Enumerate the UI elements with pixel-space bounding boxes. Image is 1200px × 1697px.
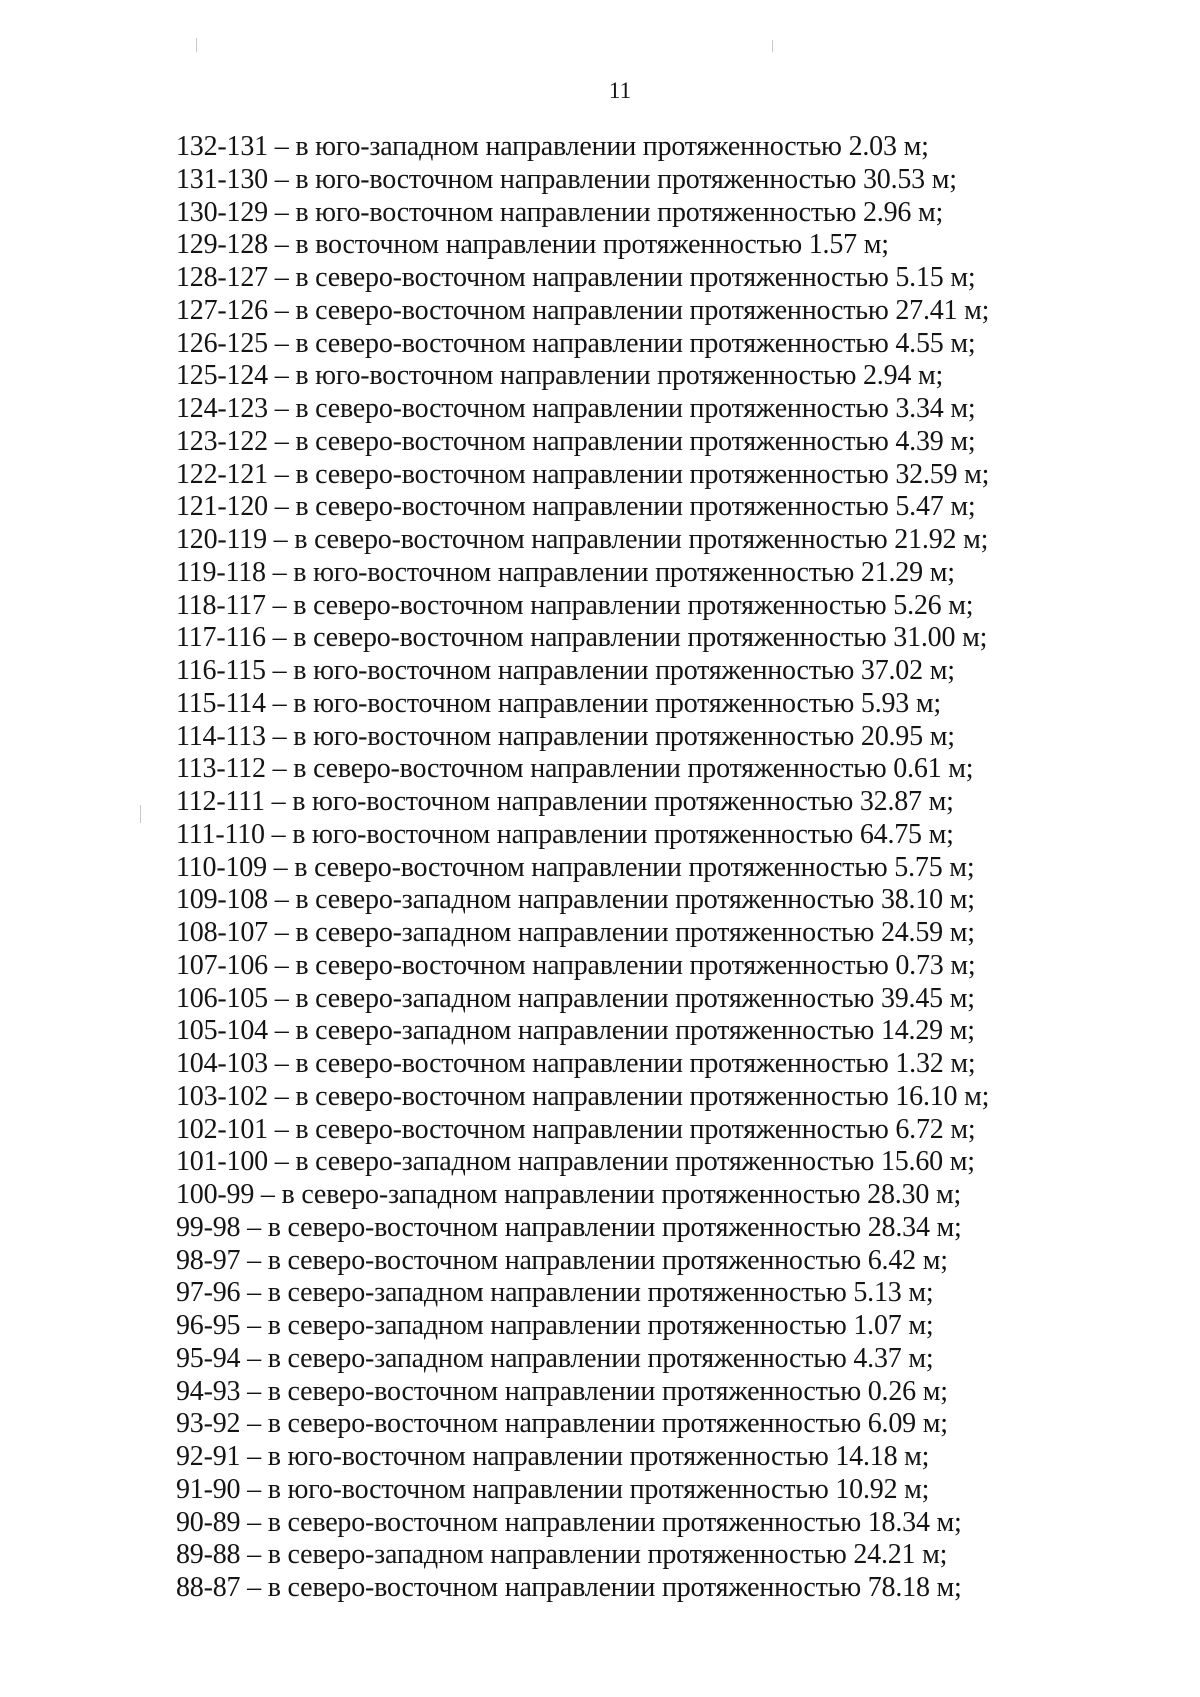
- boundary-segment-line: 104-103 – в северо-восточном направлении протяженностью 1.32 м;: [176, 1048, 976, 1079]
- boundary-segment-line: 97-96 – в северо-западном направлении протяженностью 5.13 м;: [176, 1277, 934, 1309]
- boundary-segment-line: 111-110 – в юго-восточном направлении протяженностью 64.75 м;: [176, 818, 954, 850]
- boundary-segment-line: 119-118 – в юго-восточном направлении протяженностью 21.29 м;: [176, 556, 955, 588]
- boundary-segment-line: 110-109 – в северо-восточном направлении протяженностью 5.75 м;: [176, 851, 975, 883]
- boundary-segment-line: 122-121 – в северо-восточном направлении протяженностью 32.59 м;: [176, 458, 990, 490]
- boundary-segment-line: 112-111 – в юго-восточном направлении протяженностью 32.87 м;: [176, 786, 954, 817]
- boundary-segment-line: 93-92 – в северо-восточном направлении протяженностью 6.09 м;: [176, 1408, 948, 1440]
- boundary-description-list: [176, 131, 989, 1605]
- boundary-segment-line: 107-106 – в северо-восточном направлении протяженностью 0.73 м;: [176, 949, 976, 981]
- boundary-segment-line: 128-127 – в северо-восточном направлении протяженностью 5.15 м;: [176, 262, 976, 293]
- boundary-segment-line: 129-128 – в восточном направлении протяженностью 1.57 м;: [176, 229, 889, 261]
- boundary-segment-line: 126-125 – в северо-восточном направлении протяженностью 4.55 м;: [176, 327, 976, 359]
- boundary-segment-line: 130-129 – в юго-восточном направлении протяженностью 2.96 м;: [176, 196, 944, 228]
- boundary-segment-line: 121-120 – в северо-восточном направлении протяженностью 5.47 м;: [176, 491, 976, 523]
- page-number: 11: [608, 78, 632, 103]
- scan-artifact: [140, 805, 141, 823]
- boundary-segment-line: 90-89 – в северо-восточном направлении протяженностью 18.34 м;: [176, 1506, 962, 1538]
- boundary-segment-line: 114-113 – в юго-восточном направлении протяженностью 20.95 м;: [176, 720, 955, 752]
- boundary-segment-line: 117-116 – в северо-восточном направлении протяженностью 31.00 м;: [176, 622, 988, 654]
- boundary-segment-line: 123-122 – в северо-восточном направлении протяженностью 4.39 м;: [176, 425, 976, 457]
- boundary-segment-line: 96-95 – в северо-западном направлении протяженностью 1.07 м;: [176, 1310, 934, 1341]
- boundary-segment-line: 91-90 – в юго-восточном направлении протяженностью 10.92 м;: [176, 1473, 930, 1505]
- scan-artifact: [196, 38, 197, 52]
- boundary-segment-line: 100-99 – в северо-западном направлении протяженностью 28.30 м;: [176, 1179, 962, 1210]
- boundary-segment-line: 102-101 – в северо-восточном направлении протяженностью 6.72 м;: [176, 1113, 976, 1145]
- boundary-segment-line: 105-104 – в северо-западном направлении протяженностью 14.29 м;: [176, 1015, 975, 1047]
- boundary-segment-line: 115-114 – в юго-восточном направлении протяженностью 5.93 м;: [176, 687, 941, 719]
- boundary-segment-line: 101-100 – в северо-западном направлении протяженностью 15.60 м;: [176, 1146, 975, 1178]
- boundary-segment-line: 89-88 – в северо-западном направлении протяженностью 24.21 м;: [176, 1539, 948, 1571]
- boundary-segment-line: 94-93 – в северо-восточном направлении протяженностью 0.26 м;: [176, 1375, 948, 1407]
- boundary-segment-line: 103-102 – в северо-восточном направлении протяженностью 16.10 м;: [176, 1080, 990, 1112]
- boundary-segment-line: 92-91 – в юго-восточном направлении протяженностью 14.18 м;: [176, 1441, 930, 1472]
- boundary-segment-line: 124-123 – в северо-восточном направлении протяженностью 3.34 м;: [176, 393, 976, 424]
- boundary-segment-line: 131-130 – в юго-восточном направлении протяженностью 30.53 м;: [176, 163, 957, 195]
- boundary-segment-line: 118-117 – в северо-восточном направлении протяженностью 5.26 м;: [176, 589, 974, 621]
- boundary-segment-line: 99-98 – в северо-восточном направлении протяженностью 28.34 м;: [176, 1211, 962, 1243]
- boundary-segment-line: 88-87 – в северо-восточном направлении протяженностью 78.18 м;: [176, 1572, 962, 1603]
- scan-artifact: [772, 40, 773, 52]
- boundary-segment-line: 127-126 – в северо-восточном направлении протяженностью 27.41 м;: [176, 294, 990, 326]
- boundary-segment-line: 125-124 – в юго-восточном направлении протяженностью 2.94 м;: [176, 360, 944, 392]
- boundary-segment-line: 132-131 – в юго-западном направлении протяженностью 2.03 м;: [176, 131, 929, 162]
- boundary-segment-line: 95-94 – в северо-западном направлении протяженностью 4.37 м;: [176, 1342, 934, 1374]
- boundary-segment-line: 113-112 – в северо-восточном направлении протяженностью 0.61 м;: [176, 753, 974, 785]
- boundary-segment-line: 98-97 – в северо-восточном направлении протяженностью 6.42 м;: [176, 1244, 948, 1276]
- boundary-segment-line: 120-119 – в северо-восточном направлении протяженностью 21.92 м;: [176, 524, 989, 555]
- boundary-segment-line: 106-105 – в северо-западном направлении протяженностью 39.45 м;: [176, 982, 975, 1014]
- boundary-segment-line: 116-115 – в юго-восточном направлении протяженностью 37.02 м;: [176, 655, 955, 686]
- boundary-segment-line: 109-108 – в северо-западном направлении протяженностью 38.10 м;: [176, 884, 975, 916]
- boundary-segment-line: 108-107 – в северо-западном направлении протяженностью 24.59 м;: [176, 917, 975, 948]
